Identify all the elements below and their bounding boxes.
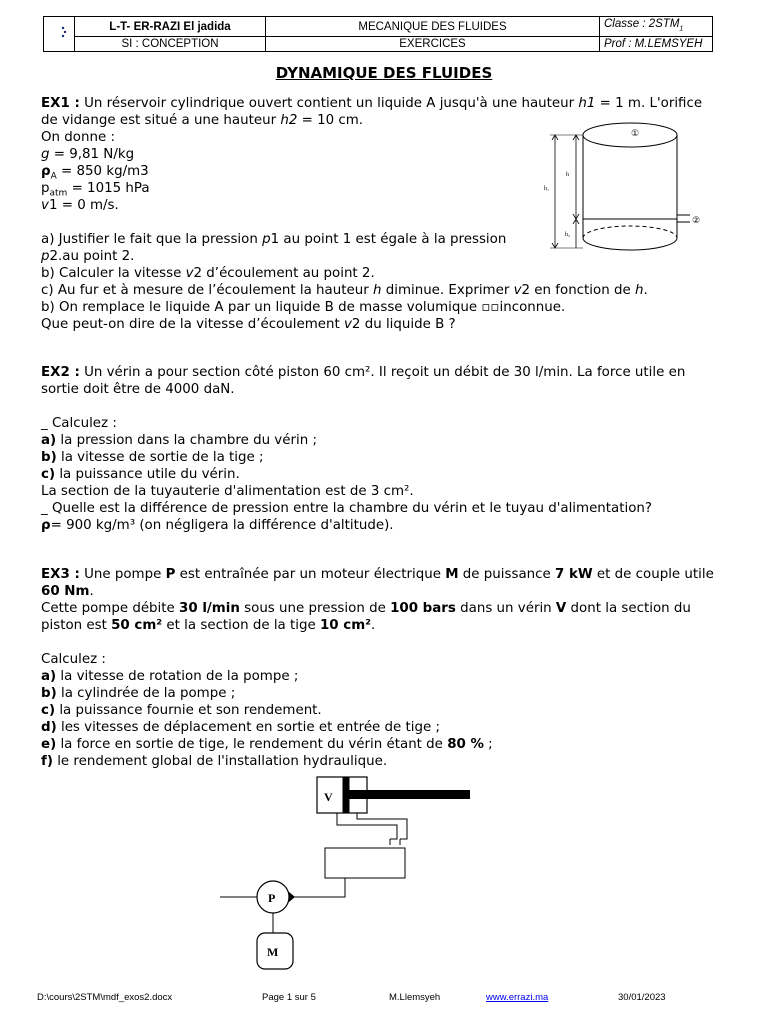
header-table [43,16,713,52]
ex1-rho: $\rho_A = 850$ kg/m3 [41,164,149,182]
cylinder-label: V [324,790,333,804]
ex3-qd: d) les vitesses de déplacement en sortie et entrée de tige ; [41,720,441,735]
ex3-qe: e) la force en sortie de tige, le rendement du vérin étant de 80 % ; [41,737,493,752]
ex1-given: On donne : [41,130,115,145]
site-link[interactable]: www.errazi.ma [486,992,549,1003]
ex2-line1: EX2 : Un vérin a pour section côté piston 60 cm². Il reçoit un débit de 30 l/min. La force utile en [41,365,686,380]
ex2-qe: _ Quelle est la différence de pression entre la chambre du vérin et le tuyau d'alimentation? [41,501,653,516]
pump-label: P [268,891,276,905]
ex1-g: g = 9,81 N/kg [41,147,135,162]
motor-label: M [267,945,279,959]
ex1-tank-figure [540,118,720,260]
ex1-qe: Que peut-on dire de la vitesse d’écoulement v2 du liquide B ? [41,317,456,332]
ex1-qa2: p2.au point 2. [41,249,135,264]
footer-path: D:\cours\2STM\mdf_exos2.docx [37,992,173,1003]
footer-site-link[interactable] [486,992,548,1003]
ex1-fig-h2-label: h₂ [565,232,571,238]
ex1-fig-point2: ② [692,215,701,225]
ex1-qa1: a) Justifier le fait que la pression p1 au point 1 est égale à la pression [41,232,507,247]
ex3-hydraulic-figure [220,775,480,980]
logo-icon [48,20,70,44]
header-school: L-T- ER-RAZI El jadida [75,17,266,37]
ex1-qd: b) On remplace le liquide A par un liquide B de masse volumique ▫▫inconnue. [41,300,566,315]
ex3-line1: EX3 : Une pompe P est entraînée par un moteur électrique M de puissance 7 kW et de couple utile [41,567,714,582]
ex2-line2: sortie doit être de 4000 daN. [41,382,235,397]
ex3-line3: Cette pompe débite 30 l/min sous une pression de 100 bars dans un vérin V dont la section du [41,601,691,616]
ex1-fig-h1-label: h₁ [544,186,550,192]
ex1-fig-h-label: h [566,172,569,178]
ex2-qa: a) la pression dans la chambre du vérin ; [41,433,317,448]
ex2-calc: _ Calculez : [41,416,117,431]
ex3-qc: c) la puissance fournie et son rendement. [41,703,322,718]
ex1-qb: b) Calculer la vitesse v2 d’écoulement au point 2. [41,266,375,281]
cylinder-v [317,777,470,813]
school-logo [44,17,75,52]
ex3-line4: piston est 50 cm² et la section de la tige 10 cm². [41,618,376,633]
header-section: SI : CONCEPTION [75,37,266,52]
header-subject: MECANIQUE DES FLUIDES [266,17,600,37]
page-title: DYNAMIQUE DES FLUIDES [275,64,493,82]
footer-date: 30/01/2023 [618,992,666,1003]
ex2-qc: c) la puissance utile du vérin. [41,467,240,482]
footer-author: M.Llemsyeh [389,992,441,1003]
ex3-qa: a) la vitesse de rotation de la pompe ; [41,669,299,684]
pump-p [257,881,300,913]
ex1-fig-point1: ① [631,128,640,138]
ex1-patm: $p_{atm} = 1015$ hPa [41,181,150,199]
header-prof: Prof : M.LEMSYEH [600,37,713,52]
header-type: EXERCICES [266,37,600,52]
ex3-qf: f) le rendement global de l'installation hydraulique. [41,754,388,769]
motor-m [257,933,293,969]
ex3-line2: 60 Nm. [41,584,94,599]
ex1-v1: v1 = 0 m/s. [41,198,119,213]
ex2-qb: b) la vitesse de sortie de la tige ; [41,450,264,465]
ex1-line1: EX1 : Un réservoir cylindrique ouvert contient un liquide A jusqu'à une hauteur h1 = 1 m. L'orifice [41,96,703,111]
header-class: Classe : $2STM_1$ [600,17,713,37]
ex3-calc: Calculez : [41,652,106,667]
ex1-line2: de vidange est situé a une hauteur h2 = 10 cm. [41,113,364,128]
ex1-qc: c) Au fur et à mesure de l’écoulement la hauteur h diminue. Exprimer v2 en fonction de h. [41,283,648,298]
footer-page: Page 1 sur 5 [262,992,316,1003]
ex2-qf: ρ= 900 kg/m³ (on négligera la différence d'altitude). [41,518,394,533]
ex2-qd: La section de la tuyauterie d'alimentation est de 3 cm². [41,484,414,499]
ex3-qb: b) la cylindrée de la pompe ; [41,686,236,701]
